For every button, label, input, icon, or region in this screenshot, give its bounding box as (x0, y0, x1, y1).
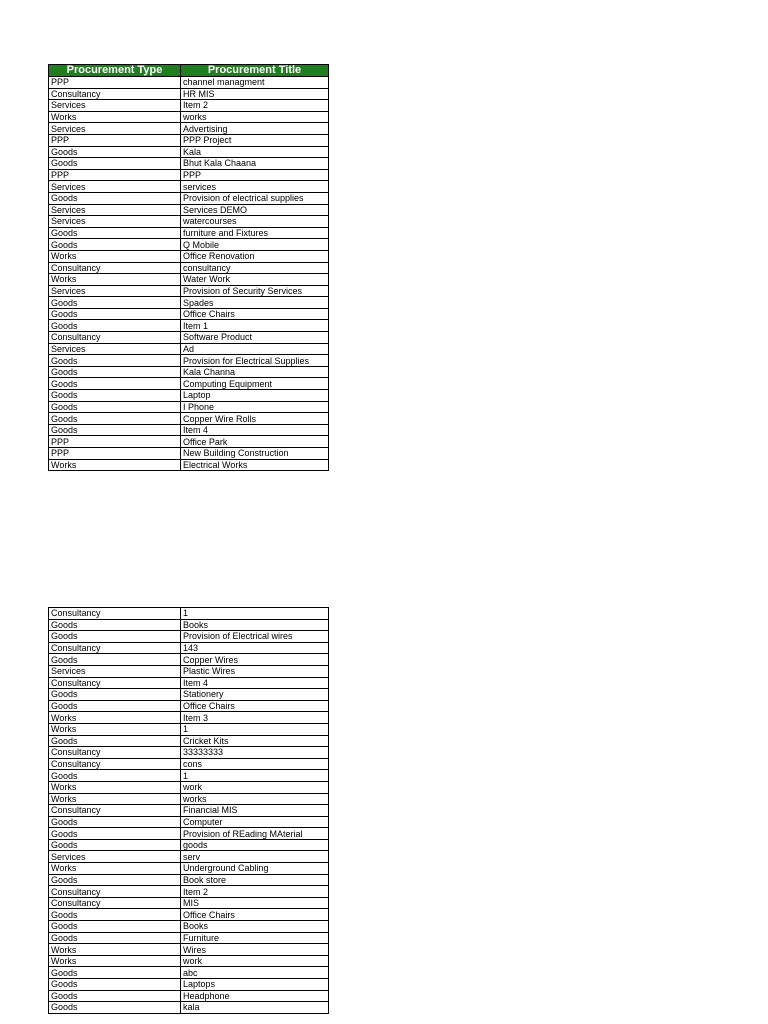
header-procurement-title: Procurement Title (181, 65, 329, 77)
procurement-title-cell: Books (181, 619, 329, 631)
procurement-type-cell: Goods (49, 689, 181, 701)
procurement-type-cell: Goods (49, 424, 181, 436)
table-row (49, 181, 329, 193)
procurement-type-cell: Goods (49, 619, 181, 631)
table-row (49, 793, 329, 805)
procurement-type-cell: Works (49, 111, 181, 123)
procurement-type-cell: Consultancy (49, 886, 181, 898)
procurement-type-cell: Goods (49, 401, 181, 413)
procurement-title-cell: Copper Wire Rolls (181, 413, 329, 425)
procurement-type-cell: Goods (49, 990, 181, 1002)
procurement-title-cell: works (181, 111, 329, 123)
table-row (49, 781, 329, 793)
table-row (49, 990, 329, 1002)
procurement-type-cell: Goods (49, 735, 181, 747)
procurement-type-cell: Services (49, 181, 181, 193)
procurement-type-cell: Goods (49, 770, 181, 782)
procurement-title-cell: Wires (181, 944, 329, 956)
procurement-title-cell: Provision for Electrical Supplies (181, 355, 329, 367)
procurement-title-cell: Provision of Electrical wires (181, 631, 329, 643)
procurement-title-cell: MIS (181, 897, 329, 909)
table-row (49, 689, 329, 701)
procurement-title-cell: Laptops (181, 979, 329, 991)
procurement-title-cell: work (181, 955, 329, 967)
table-row (49, 239, 329, 251)
table-row (49, 816, 329, 828)
procurement-title-cell: Item 2 (181, 886, 329, 898)
procurement-type-cell: Services (49, 204, 181, 216)
procurement-type-cell: Works (49, 459, 181, 471)
procurement-type-cell: Consultancy (49, 747, 181, 759)
table-row (49, 262, 329, 274)
procurement-type-cell: Works (49, 723, 181, 735)
table-row (49, 723, 329, 735)
table-row (49, 332, 329, 344)
table-row (49, 955, 329, 967)
procurement-type-cell: Goods (49, 192, 181, 204)
table-row (49, 897, 329, 909)
table-row (49, 654, 329, 666)
table-row (49, 274, 329, 286)
procurement-title-cell: Books (181, 921, 329, 933)
procurement-title-cell: Item 3 (181, 712, 329, 724)
procurement-title-cell: Item 4 (181, 677, 329, 689)
table-row (49, 343, 329, 355)
procurement-title-cell: Item 2 (181, 100, 329, 112)
procurement-type-cell: Works (49, 863, 181, 875)
procurement-type-cell: Goods (49, 366, 181, 378)
procurement-type-cell: Goods (49, 297, 181, 309)
procurement-title-cell: Headphone (181, 990, 329, 1002)
procurement-title-cell: goods (181, 839, 329, 851)
table-row (49, 123, 329, 135)
procurement-type-cell: Works (49, 955, 181, 967)
procurement-title-cell: Item 1 (181, 320, 329, 332)
procurement-type-cell: PPP (49, 134, 181, 146)
procurement-type-cell: PPP (49, 169, 181, 181)
procurement-title-cell: 33333333 (181, 747, 329, 759)
procurement-title-cell: cons (181, 758, 329, 770)
procurement-type-cell: Goods (49, 967, 181, 979)
procurement-type-cell: Consultancy (49, 88, 181, 100)
procurement-title-cell: services (181, 181, 329, 193)
table-row (49, 828, 329, 840)
table-row (49, 424, 329, 436)
procurement-type-cell: Goods (49, 839, 181, 851)
procurement-type-cell: Goods (49, 355, 181, 367)
table-row (49, 413, 329, 425)
table-row (49, 967, 329, 979)
table-row (49, 436, 329, 448)
procurement-type-cell: Services (49, 100, 181, 112)
table-row (49, 700, 329, 712)
procurement-title-cell: Laptop (181, 390, 329, 402)
procurement-title-cell: Office Chairs (181, 909, 329, 921)
procurement-title-cell: Furniture (181, 932, 329, 944)
procurement-type-cell: Goods (49, 654, 181, 666)
procurement-type-cell: Works (49, 712, 181, 724)
table-row (49, 158, 329, 170)
procurement-table-1 (48, 64, 329, 471)
table-row (49, 390, 329, 402)
table-row (49, 100, 329, 112)
table-row (49, 863, 329, 875)
table-row (49, 839, 329, 851)
table-row (49, 77, 329, 89)
procurement-type-cell: Consultancy (49, 332, 181, 344)
table-row (49, 770, 329, 782)
procurement-type-cell: Consultancy (49, 608, 181, 620)
procurement-title-cell: channel managment (181, 77, 329, 89)
procurement-type-cell: Goods (49, 909, 181, 921)
procurement-title-cell: works (181, 793, 329, 805)
procurement-type-cell: Consultancy (49, 758, 181, 770)
table-row (49, 378, 329, 390)
procurement-title-cell: Kala (181, 146, 329, 158)
procurement-type-cell: Goods (49, 979, 181, 991)
procurement-type-cell: Goods (49, 700, 181, 712)
table-row (49, 979, 329, 991)
procurement-type-cell: Works (49, 250, 181, 262)
procurement-title-cell: Software Product (181, 332, 329, 344)
table-row (49, 192, 329, 204)
procurement-title-cell: Ad (181, 343, 329, 355)
procurement-type-cell: Works (49, 944, 181, 956)
table-row (49, 1002, 329, 1014)
procurement-type-cell: Consultancy (49, 642, 181, 654)
table-row (49, 677, 329, 689)
table-row (49, 665, 329, 677)
procurement-type-cell: Works (49, 793, 181, 805)
procurement-type-cell: Goods (49, 378, 181, 390)
procurement-type-cell: Services (49, 343, 181, 355)
procurement-type-cell: PPP (49, 448, 181, 460)
procurement-title-cell: Cricket Kits (181, 735, 329, 747)
table-row (49, 285, 329, 297)
header-procurement-type: Procurement Type (49, 65, 181, 77)
table-row (49, 448, 329, 460)
table-row (49, 146, 329, 158)
procurement-type-cell: PPP (49, 436, 181, 448)
procurement-title-cell: Office Chairs (181, 308, 329, 320)
procurement-title-cell: 143 (181, 642, 329, 654)
procurement-title-cell: Q Mobile (181, 239, 329, 251)
table-row (49, 308, 329, 320)
table-row (49, 134, 329, 146)
procurement-type-cell: Consultancy (49, 897, 181, 909)
procurement-title-cell: Computer (181, 816, 329, 828)
procurement-type-cell: Works (49, 274, 181, 286)
procurement-title-cell: Copper Wires (181, 654, 329, 666)
procurement-title-cell: New Building Construction (181, 448, 329, 460)
table-row (49, 608, 329, 620)
procurement-title-cell: Office Renovation (181, 250, 329, 262)
table-row (49, 366, 329, 378)
procurement-title-cell: Office Park (181, 436, 329, 448)
table-row (49, 874, 329, 886)
procurement-type-cell: Consultancy (49, 805, 181, 817)
procurement-type-cell: Goods (49, 1002, 181, 1014)
procurement-title-cell: Underground Cabling (181, 863, 329, 875)
procurement-table-2 (48, 607, 329, 1014)
procurement-type-cell: Services (49, 285, 181, 297)
table-row (49, 805, 329, 817)
table-row (49, 758, 329, 770)
procurement-title-cell: HR MIS (181, 88, 329, 100)
procurement-type-cell: Goods (49, 227, 181, 239)
procurement-title-cell: Provision of Security Services (181, 285, 329, 297)
table-2-body (49, 608, 329, 1014)
table-row (49, 227, 329, 239)
procurement-type-cell: Goods (49, 320, 181, 332)
table-row (49, 169, 329, 181)
procurement-title-cell: Stationery (181, 689, 329, 701)
procurement-type-cell: Services (49, 123, 181, 135)
procurement-title-cell: Financial MIS (181, 805, 329, 817)
table-row (49, 320, 329, 332)
procurement-type-cell: Goods (49, 158, 181, 170)
procurement-title-cell: furniture and Fixtures (181, 227, 329, 239)
table-row (49, 204, 329, 216)
procurement-type-cell: Goods (49, 390, 181, 402)
procurement-type-cell: Goods (49, 828, 181, 840)
procurement-title-cell: Provision of electrical supplies (181, 192, 329, 204)
procurement-type-cell: PPP (49, 77, 181, 89)
procurement-title-cell: consultancy (181, 262, 329, 274)
header-row (49, 65, 329, 77)
table-row (49, 250, 329, 262)
procurement-title-cell: Advertising (181, 123, 329, 135)
procurement-type-cell: Goods (49, 239, 181, 251)
procurement-title-cell: Kala Channa (181, 366, 329, 378)
procurement-title-cell: kala (181, 1002, 329, 1014)
table-row (49, 111, 329, 123)
table-row (49, 921, 329, 933)
procurement-type-cell: Goods (49, 146, 181, 158)
procurement-title-cell: serv (181, 851, 329, 863)
procurement-type-cell: Services (49, 216, 181, 228)
procurement-title-cell: Book store (181, 874, 329, 886)
table-row (49, 459, 329, 471)
procurement-title-cell: Services DEMO (181, 204, 329, 216)
procurement-type-cell: Consultancy (49, 677, 181, 689)
procurement-title-cell: Spades (181, 297, 329, 309)
procurement-title-cell: Provision of REading MAterial (181, 828, 329, 840)
procurement-type-cell: Goods (49, 413, 181, 425)
procurement-type-cell: Goods (49, 631, 181, 643)
table-row (49, 735, 329, 747)
table-row (49, 909, 329, 921)
table-row (49, 297, 329, 309)
table-row (49, 712, 329, 724)
procurement-title-cell: 1 (181, 770, 329, 782)
table-row (49, 401, 329, 413)
table-row (49, 88, 329, 100)
procurement-title-cell: work (181, 781, 329, 793)
procurement-type-cell: Goods (49, 932, 181, 944)
table-row (49, 886, 329, 898)
procurement-title-cell: 1 (181, 608, 329, 620)
procurement-title-cell: Bhut Kala Chaana (181, 158, 329, 170)
table-row (49, 932, 329, 944)
procurement-type-cell: Goods (49, 816, 181, 828)
procurement-title-cell: I Phone (181, 401, 329, 413)
table-row (49, 355, 329, 367)
table-1-body (49, 77, 329, 471)
procurement-type-cell: Services (49, 851, 181, 863)
table-row (49, 642, 329, 654)
table-row (49, 216, 329, 228)
procurement-title-cell: Office Chairs (181, 700, 329, 712)
procurement-type-cell: Goods (49, 921, 181, 933)
procurement-title-cell: abc (181, 967, 329, 979)
procurement-type-cell: Consultancy (49, 262, 181, 274)
procurement-type-cell: Goods (49, 308, 181, 320)
procurement-title-cell: Water Work (181, 274, 329, 286)
table-row (49, 619, 329, 631)
table-row (49, 631, 329, 643)
procurement-title-cell: Electrical Works (181, 459, 329, 471)
procurement-title-cell: PPP (181, 169, 329, 181)
procurement-title-cell: Plastic Wires (181, 665, 329, 677)
procurement-title-cell: Computing Equipment (181, 378, 329, 390)
procurement-title-cell: 1 (181, 723, 329, 735)
procurement-type-cell: Services (49, 665, 181, 677)
procurement-type-cell: Works (49, 781, 181, 793)
table-row (49, 747, 329, 759)
procurement-title-cell: PPP Project (181, 134, 329, 146)
table-row (49, 851, 329, 863)
table-row (49, 944, 329, 956)
procurement-title-cell: watercourses (181, 216, 329, 228)
procurement-title-cell: Item 4 (181, 424, 329, 436)
procurement-type-cell: Goods (49, 874, 181, 886)
